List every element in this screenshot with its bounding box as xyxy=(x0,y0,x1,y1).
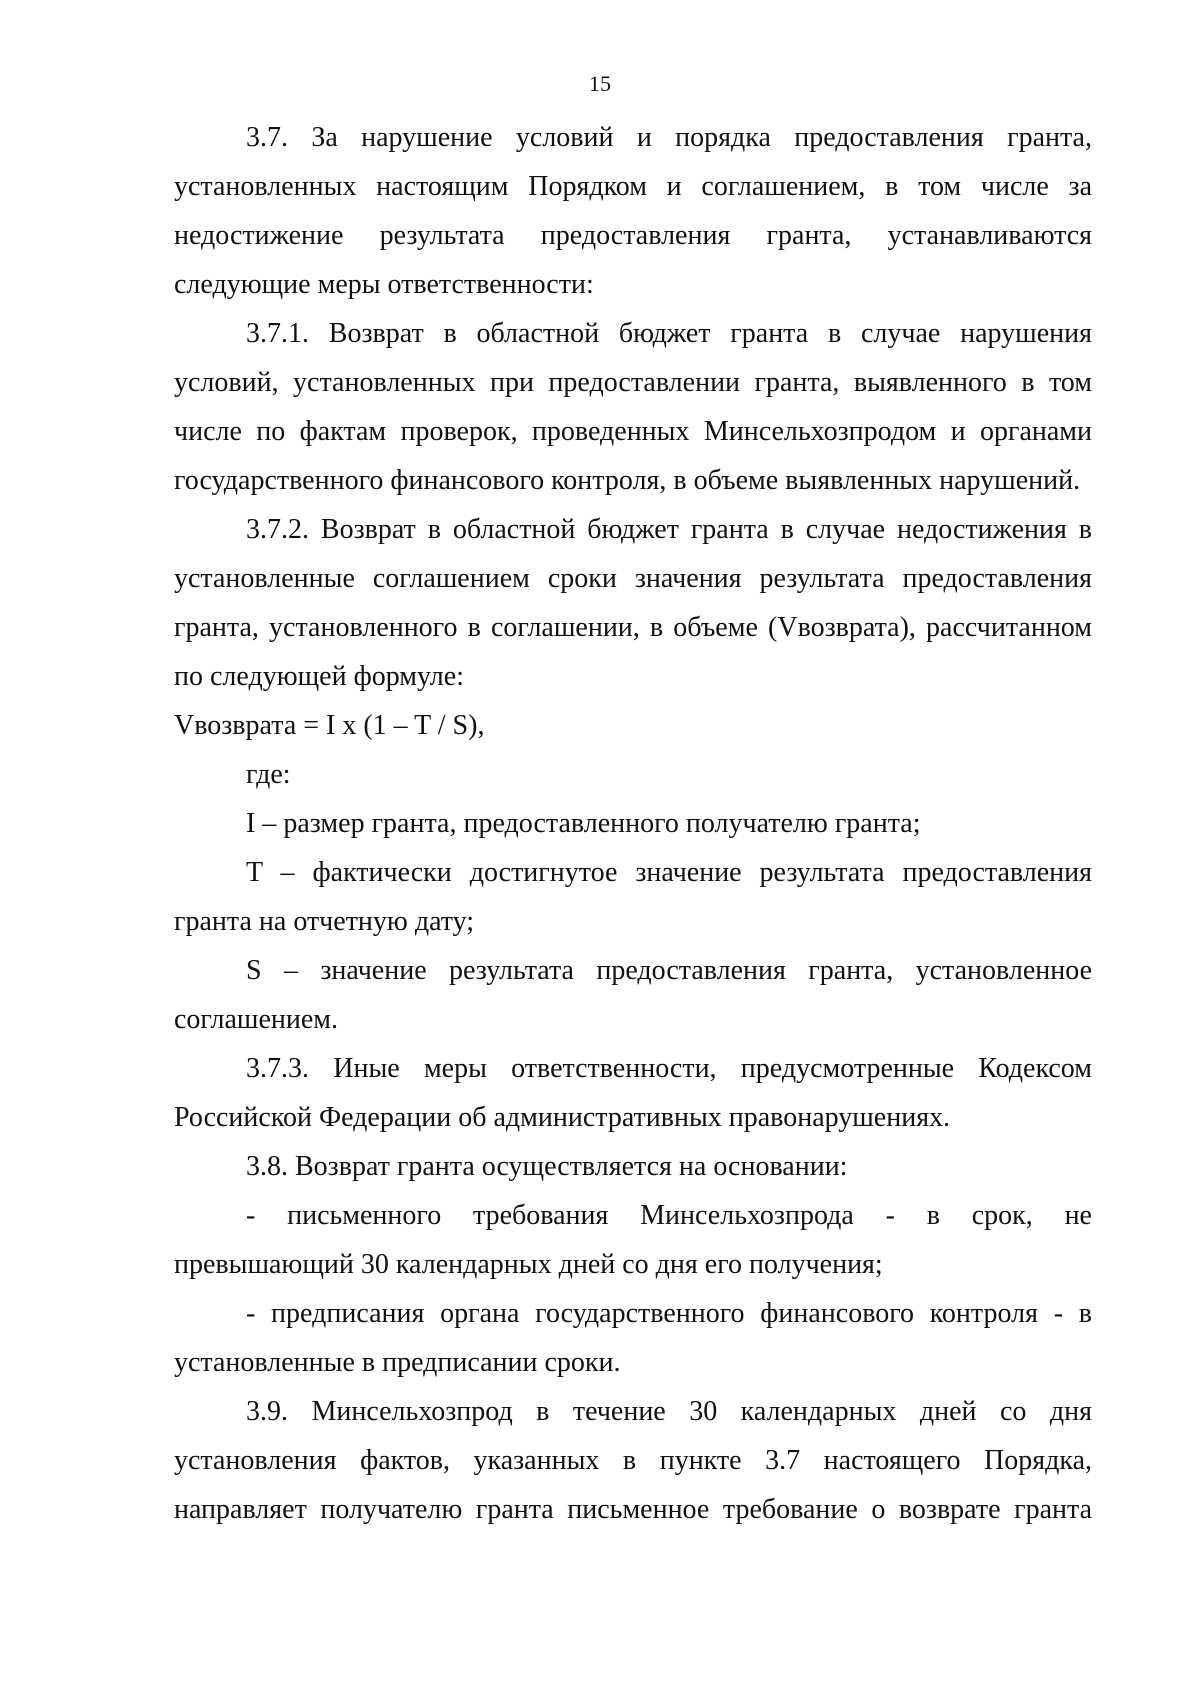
paragraph-3-8: 3.8. Возврат гранта осуществляется на основании: xyxy=(246,1151,848,1182)
page-number: 15 xyxy=(589,71,611,96)
formula-def-s: S – значение результата предоставления гранта, установленное соглашением. xyxy=(174,955,1092,1035)
paragraph-3-7-3: 3.7.3. Иные меры ответственности, предусмотренные Кодексом Российской Федерации об административных правонарушениях. xyxy=(174,1053,1092,1133)
formula-def-i: I – размер гранта, предоставленного получателю гранта; xyxy=(246,808,921,839)
formula: Vвозврата = I x (1 – T / S), xyxy=(174,710,485,741)
document-body xyxy=(174,113,1092,1534)
paragraph-3-9: 3.9. Минсельхозпрод в течение 30 календарных дней со дня установления фактов, указанных в пункте 3.7 настоящего Порядка, направляет получателю гранта письменное требование о возврате гранта xyxy=(174,1396,1092,1525)
list-item-prescription: - предписания органа государственного финансового контроля - в установленные в предписании сроки. xyxy=(174,1298,1092,1378)
formula-def-t: T – фактически достигнутое значение результата предоставления гранта на отчетную дату; xyxy=(174,857,1092,937)
paragraph-3-7: 3.7. За нарушение условий и порядка предоставления гранта, установленных настоящим Порядком и соглашением, в том числе за недостижение результата предоставления гранта, устанавливаются следующие меры ответственности: xyxy=(174,122,1092,300)
formula-where: где: xyxy=(246,759,291,790)
paragraph-3-7-2: 3.7.2. Возврат в областной бюджет гранта в случае недостижения в установленные соглашением сроки значения результата предоставления гранта, установленного в соглашении, в объеме (Vвозврата), рассчитанном по следующей формуле: xyxy=(174,514,1092,692)
list-item-written-request: - письменного требования Минсельхозпрода - в срок, не превышающий 30 календарных дней со дня его получения; xyxy=(174,1200,1092,1280)
paragraph-3-7-1: 3.7.1. Возврат в областной бюджет гранта в случае нарушения условий, установленных при предоставлении гранта, выявленного в том числе по фактам проверок, проведенных Минсельхозпродом и органами государственного финансового контроля, в объеме выявленных нарушений. xyxy=(174,318,1092,496)
